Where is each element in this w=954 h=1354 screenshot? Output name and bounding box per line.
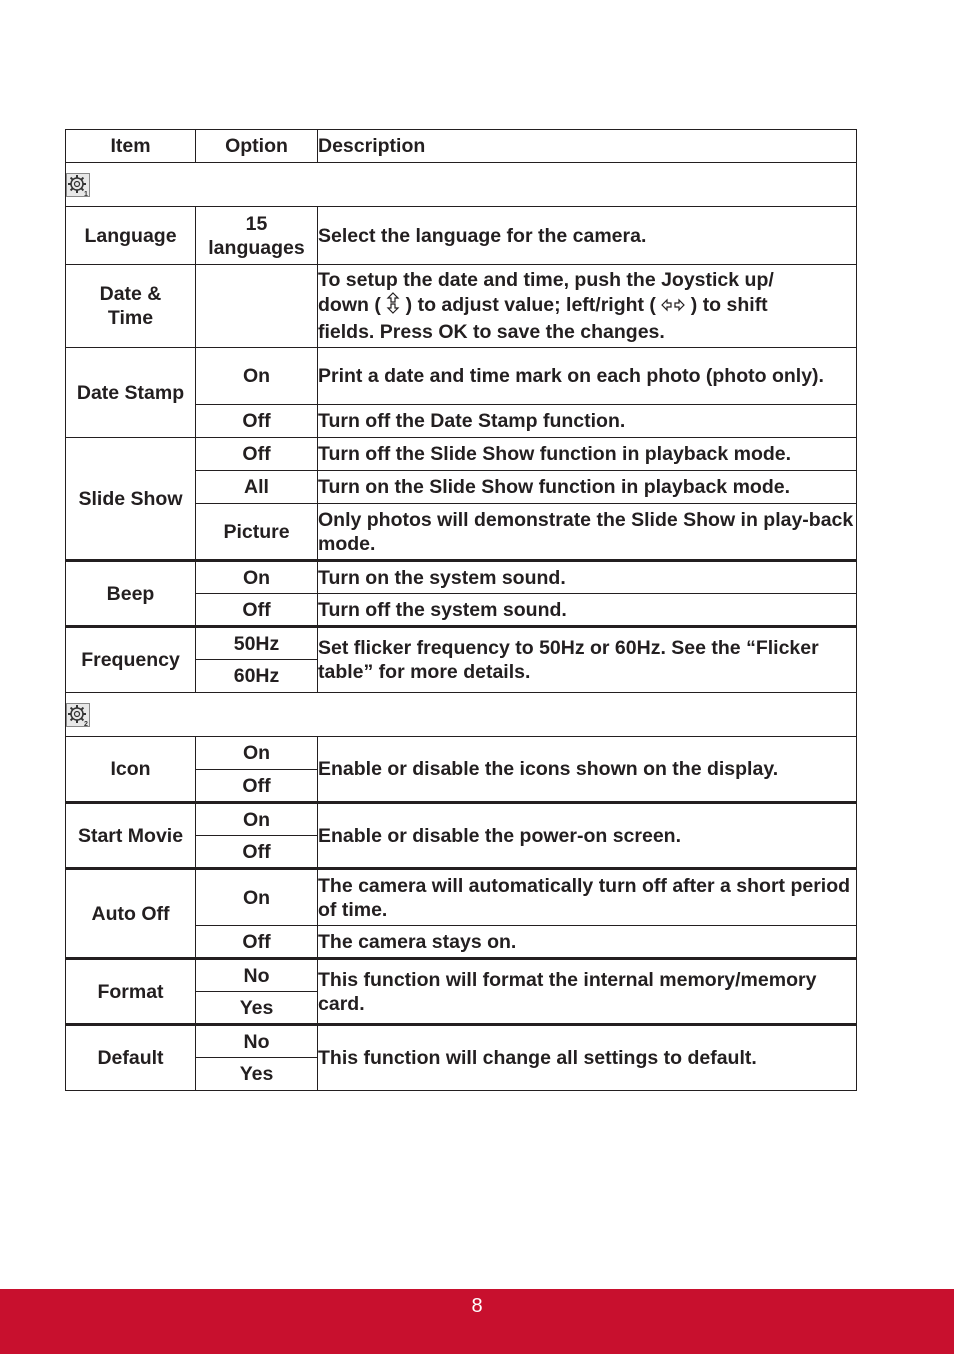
row-language bbox=[66, 207, 857, 265]
row-date-time bbox=[66, 265, 857, 348]
row-icon-on bbox=[66, 737, 857, 770]
desc-format: This function will format the internal memory/memory card. bbox=[318, 959, 857, 1025]
option-start-movie-off: Off bbox=[196, 836, 318, 869]
section-cell-2 bbox=[66, 693, 857, 737]
section-row-1 bbox=[66, 163, 857, 207]
settings-table bbox=[65, 129, 857, 1091]
item-start-movie: Start Movie bbox=[66, 803, 196, 869]
row-default-no bbox=[66, 1025, 857, 1058]
option-languages: 15 languages bbox=[196, 207, 318, 265]
desc-start-movie: Enable or disable the power-on screen. bbox=[318, 803, 857, 869]
row-auto-off-on bbox=[66, 869, 857, 926]
section-row-2 bbox=[66, 693, 857, 737]
item-date-stamp: Date Stamp bbox=[66, 348, 196, 438]
option-auto-off-on: On bbox=[196, 869, 318, 926]
option-icon-off: Off bbox=[196, 770, 318, 803]
desc-beep-off: Turn off the system sound. bbox=[318, 594, 857, 627]
item-frequency: Frequency bbox=[66, 627, 196, 693]
desc-beep-on: Turn on the system sound. bbox=[318, 561, 857, 594]
desc-date-stamp-off: Turn off the Date Stamp function. bbox=[318, 405, 857, 438]
up-down-arrow-icon bbox=[386, 292, 400, 320]
row-date-stamp-on bbox=[66, 348, 857, 405]
desc-date-time: To setup the date and time, push the Joystick up/ down ( ) to adjust value; left/right ( ) to shift fields. Press OK to save the changes. bbox=[318, 265, 857, 348]
header-row bbox=[66, 130, 857, 163]
option-format-yes: Yes bbox=[196, 992, 318, 1025]
settings-gear-2-icon bbox=[66, 703, 90, 727]
item-date-time: Date & Time bbox=[66, 265, 196, 348]
desc-slide-show-off: Turn off the Slide Show function in playback mode. bbox=[318, 438, 857, 471]
section-1-number: 1 bbox=[84, 190, 88, 197]
item-default: Default bbox=[66, 1025, 196, 1091]
desc-default: This function will change all settings to default. bbox=[318, 1025, 857, 1091]
desc-date-stamp-on: Print a date and time mark on each photo (photo only). bbox=[318, 348, 857, 405]
option-date-stamp-off: Off bbox=[196, 405, 318, 438]
desc-language: Select the language for the camera. bbox=[318, 207, 857, 265]
desc-auto-off-on: The camera will automatically turn off after a short period of time. bbox=[318, 869, 857, 926]
option-frequency-60hz: 60Hz bbox=[196, 660, 318, 693]
header-item: Item bbox=[66, 130, 196, 163]
row-frequency-50 bbox=[66, 627, 857, 660]
row-start-movie-on bbox=[66, 803, 857, 836]
desc-slide-show-all: Turn on the Slide Show function in playback mode. bbox=[318, 471, 857, 504]
option-frequency-50hz: 50Hz bbox=[196, 627, 318, 660]
option-date-time-empty bbox=[196, 265, 318, 348]
option-default-yes: Yes bbox=[196, 1058, 318, 1091]
item-beep: Beep bbox=[66, 561, 196, 627]
item-slide-show: Slide Show bbox=[66, 438, 196, 561]
settings-gear-1-icon bbox=[66, 173, 90, 197]
option-slide-show-all: All bbox=[196, 471, 318, 504]
row-format-no bbox=[66, 959, 857, 992]
option-start-movie-on: On bbox=[196, 803, 318, 836]
header-description: Description bbox=[318, 130, 857, 163]
desc-icon: Enable or disable the icons shown on the display. bbox=[318, 737, 857, 803]
section-2-number: 2 bbox=[84, 720, 88, 727]
desc-auto-off-off: The camera stays on. bbox=[318, 926, 857, 959]
left-right-arrow-icon bbox=[661, 294, 685, 318]
header-option: Option bbox=[196, 130, 318, 163]
row-slide-show-off bbox=[66, 438, 857, 471]
desc-frequency: Set flicker frequency to 50Hz or 60Hz. See the “Flicker table” for more details. bbox=[318, 627, 857, 693]
page-number: 8 bbox=[471, 1295, 483, 1317]
item-format: Format bbox=[66, 959, 196, 1025]
option-slide-show-picture: Picture bbox=[196, 504, 318, 561]
option-auto-off-off: Off bbox=[196, 926, 318, 959]
option-slide-show-off: Off bbox=[196, 438, 318, 471]
desc-slide-show-picture: Only photos will demonstrate the Slide Show in play-back mode. bbox=[318, 504, 857, 561]
item-icon: Icon bbox=[66, 737, 196, 803]
item-language: Language bbox=[66, 207, 196, 265]
option-date-stamp-on: On bbox=[196, 348, 318, 405]
option-beep-off: Off bbox=[196, 594, 318, 627]
section-cell-1 bbox=[66, 163, 857, 207]
option-format-no: No bbox=[196, 959, 318, 992]
item-auto-off: Auto Off bbox=[66, 869, 196, 959]
row-beep-on bbox=[66, 561, 857, 594]
option-default-no: No bbox=[196, 1025, 318, 1058]
option-icon-on: On bbox=[196, 737, 318, 770]
option-beep-on: On bbox=[196, 561, 318, 594]
